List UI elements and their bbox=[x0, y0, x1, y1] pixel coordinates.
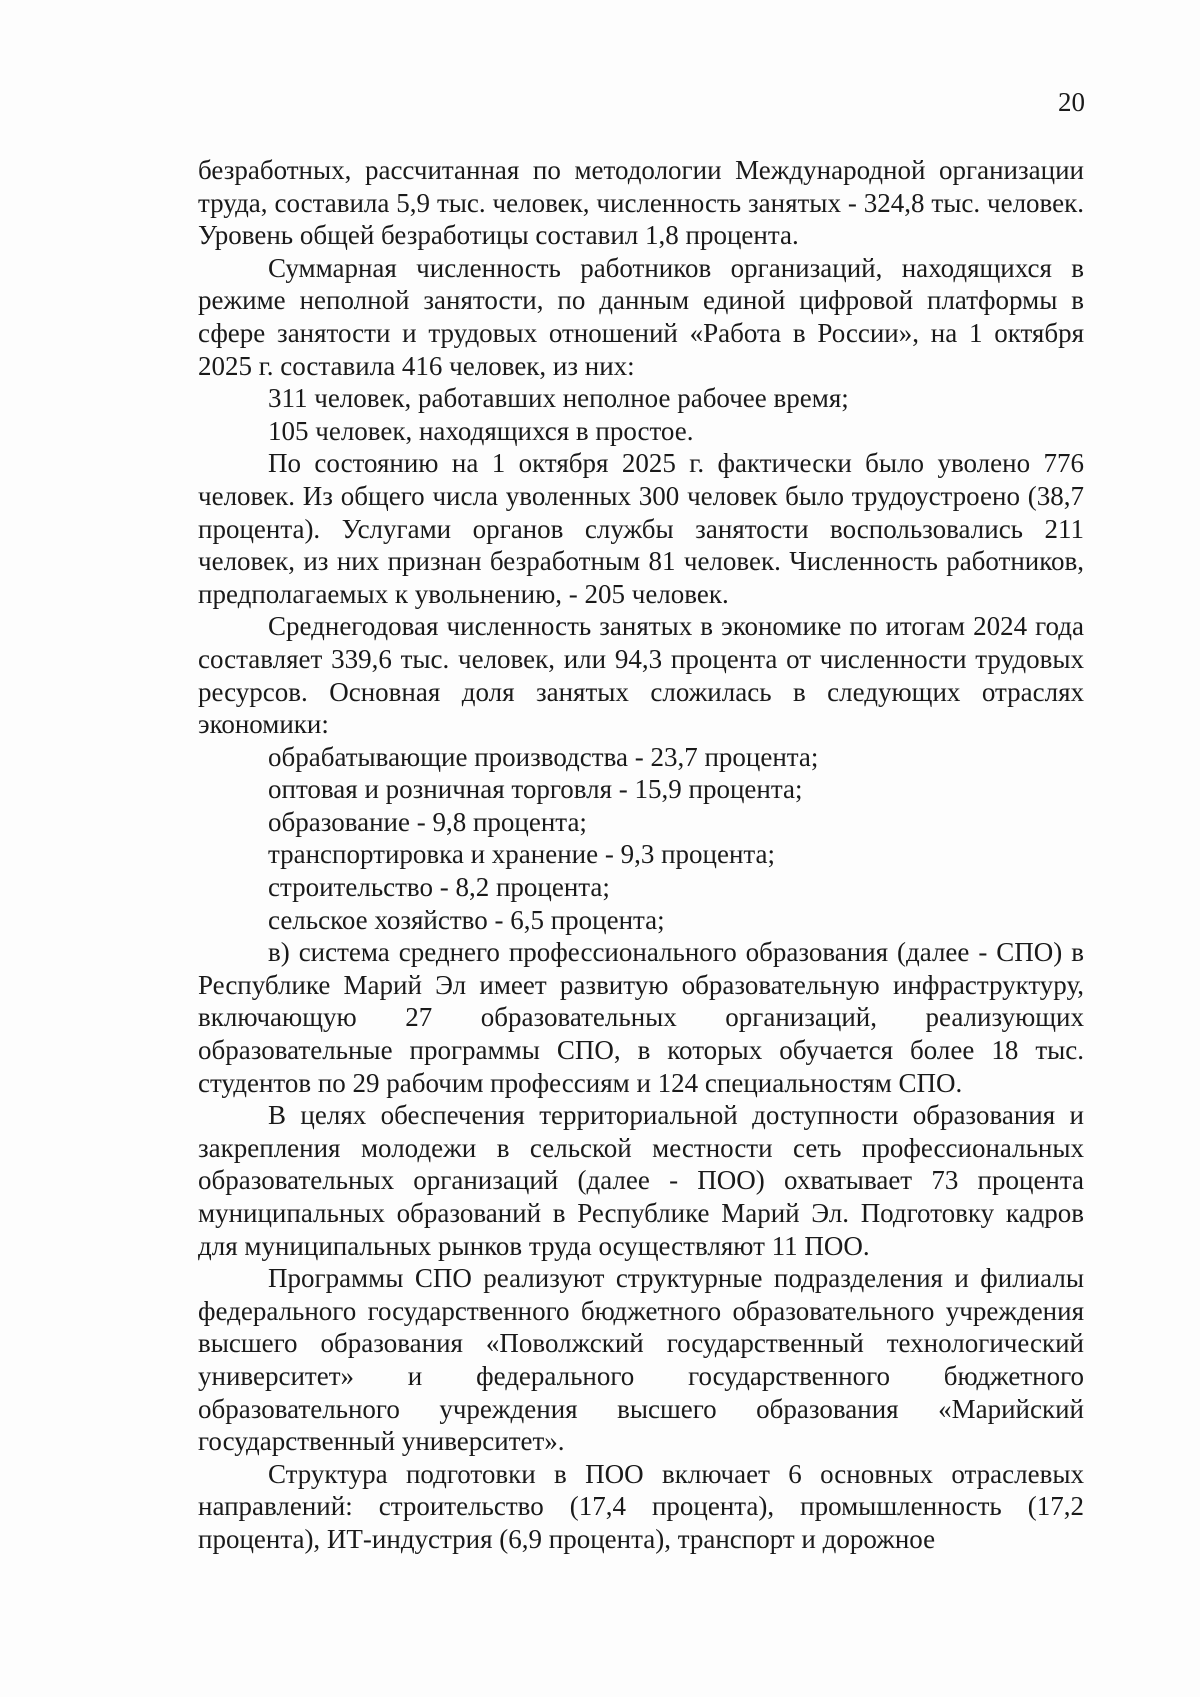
list-item: обрабатывающие производства - 23,7 процента; bbox=[268, 741, 819, 772]
paragraph: в) система среднего профессионального образования (далее - СПО) в Республике Марий Эл имеет развитую образовательную инфраструктуру, включающую 27 образовательных организаций, реализующих образовательные программы СПО, в которых обучается более 18 тыс. студентов по 29 рабочим профессиям и 124 специальностям СПО. bbox=[198, 937, 1084, 1098]
paragraph: безработных, рассчитанная по методологии Международной организации труда, составила 5,9 тыс. человек, численность занятых - 324,8 тыс. человек. Уровень общей безработицы составил 1,8 процента. bbox=[198, 155, 1084, 251]
paragraph: Структура подготовки в ПОО включает 6 основных отраслевых направлений: строительство (17,4 процента), промышленность (17,2 процента), ИТ-индустрия (6,9 процента), транспорт и дорожное bbox=[198, 1458, 1084, 1554]
paragraph: Среднегодовая численность занятых в экономике по итогам 2024 года составляет 339,6 тыс. человек, или 94,3 процента от численности трудовых ресурсов. Основная доля занятых сложилась в следующих отраслях экономики: bbox=[198, 611, 1084, 740]
list-item: 311 человек, работавших неполное рабочее время; bbox=[268, 383, 849, 414]
page-number: 20 bbox=[1058, 87, 1085, 117]
paragraph: По состоянию на 1 октября 2025 г. фактически было уволено 776 человек. Из общего числа уволенных 300 человек было трудоустроено (38,7 процента). Услугами органов службы занятости воспользовались 211 человек, из них признан безработным 81 человек. Численность работников, предполагаемых к увольнению, - 205 человек. bbox=[198, 448, 1084, 609]
list-item: образование - 9,8 процента; bbox=[268, 806, 587, 837]
paragraph: Суммарная численность работников организаций, находящихся в режиме неполной занятости, по данным единой цифровой платформы в сфере занятости и трудовых отношений «Работа в России», на 1 октября 2025 г. составила 416 человек, из них: bbox=[198, 252, 1084, 381]
paragraph: Программы СПО реализуют структурные подразделения и филиалы федерального государственного бюджетного образовательного учреждения высшего образования «Поволжский государственный технологический университет» и федерального государственного бюджетного образовательного учреждения высшего образования «Марийский государственный университет». bbox=[198, 1263, 1084, 1457]
list-item: оптовая и розничная торговля - 15,9 процента; bbox=[268, 774, 803, 805]
list-item: транспортировка и хранение - 9,3 процента; bbox=[268, 839, 776, 870]
document-body bbox=[198, 154, 1084, 1556]
list-item: 105 человек, находящихся в простое. bbox=[268, 415, 694, 446]
paragraph: В целях обеспечения территориальной доступности образования и закрепления молодежи в сельской местности сеть профессиональных образовательных организаций (далее - ПОО) охватывает 73 процента муниципальных образований в Республике Марий Эл. Подготовку кадров для муниципальных рынков труда осуществляют 11 ПОО. bbox=[198, 1100, 1084, 1261]
list-item: строительство - 8,2 процента; bbox=[268, 872, 610, 903]
list-item: сельское хозяйство - 6,5 процента; bbox=[268, 904, 665, 935]
